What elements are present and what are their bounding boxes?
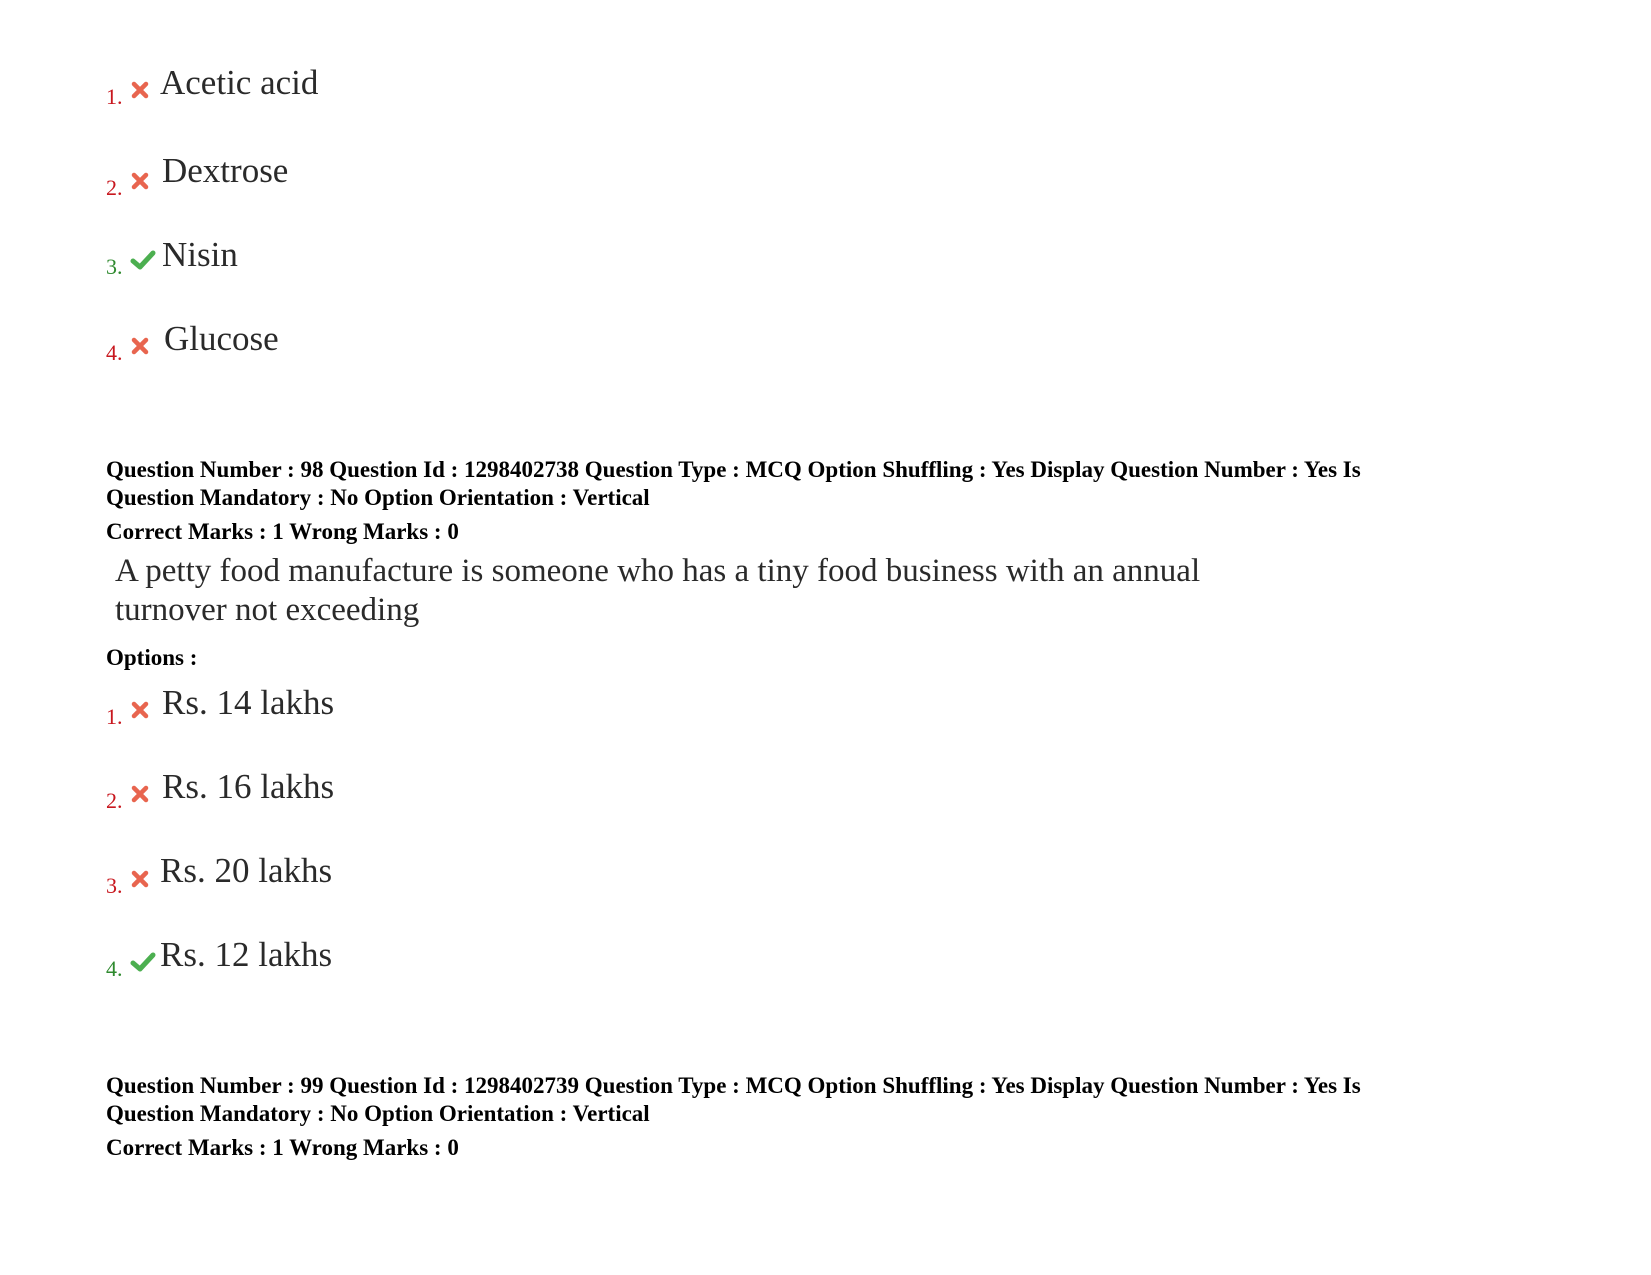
- question-marks: Correct Marks : 1 Wrong Marks : 0: [106, 519, 459, 544]
- check-icon: [130, 248, 156, 274]
- option-number: 1.: [106, 704, 123, 729]
- option-number: 1.: [106, 84, 123, 109]
- question-text-line: A petty food manufacture is someone who has a tiny food business with an annual: [115, 553, 1201, 589]
- option-item: [0, 935, 700, 981]
- option-item: [0, 319, 700, 365]
- question-meta-line: Question Mandatory : No Option Orientation : Vertical: [106, 485, 650, 510]
- cross-icon: [130, 784, 156, 810]
- option-text: Rs. 12 lakhs: [160, 935, 333, 974]
- option-text: Rs. 14 lakhs: [162, 683, 335, 722]
- options-label: Options :: [106, 645, 198, 670]
- option-number: 3.: [106, 873, 123, 898]
- option-text: Rs. 20 lakhs: [160, 851, 333, 890]
- question-meta-line: Question Number : 98 Question Id : 1298402738 Question Type : MCQ Option Shuffling : Yes Display Question Number : Yes Is: [106, 457, 1361, 482]
- option-text: Rs. 16 lakhs: [162, 767, 335, 806]
- option-text: Acetic acid: [160, 63, 319, 102]
- option-item: [0, 151, 700, 200]
- option-number: 2.: [106, 175, 123, 200]
- question-text-line: turnover not exceeding: [115, 592, 420, 628]
- option-item: [0, 63, 700, 109]
- option-number: 2.: [106, 788, 123, 813]
- cross-icon: [130, 869, 156, 895]
- question-meta: [106, 1072, 1546, 1128]
- option-number: 3.: [106, 254, 123, 279]
- question-marks: Correct Marks : 1 Wrong Marks : 0: [106, 1135, 459, 1160]
- option-number: 4.: [106, 340, 123, 365]
- question-meta-line: Question Number : 99 Question Id : 1298402739 Question Type : MCQ Option Shuffling : Yes Display Question Number : Yes Is: [106, 1073, 1361, 1098]
- cross-icon: [130, 171, 156, 197]
- question-text: [115, 552, 1315, 630]
- question-meta-line: Question Mandatory : No Option Orientation : Vertical: [106, 1101, 650, 1126]
- option-text: Dextrose: [162, 151, 289, 190]
- option-item: [0, 683, 700, 729]
- question-meta: [106, 456, 1546, 512]
- option-number: 4.: [106, 956, 123, 981]
- option-item: [0, 235, 700, 279]
- check-icon: [130, 950, 156, 976]
- cross-icon: [130, 700, 156, 726]
- option-text: Nisin: [162, 235, 238, 274]
- option-text: Glucose: [164, 319, 279, 358]
- option-item: [0, 851, 700, 898]
- cross-icon: [130, 336, 156, 362]
- option-item: [0, 767, 700, 813]
- cross-icon: [130, 80, 156, 106]
